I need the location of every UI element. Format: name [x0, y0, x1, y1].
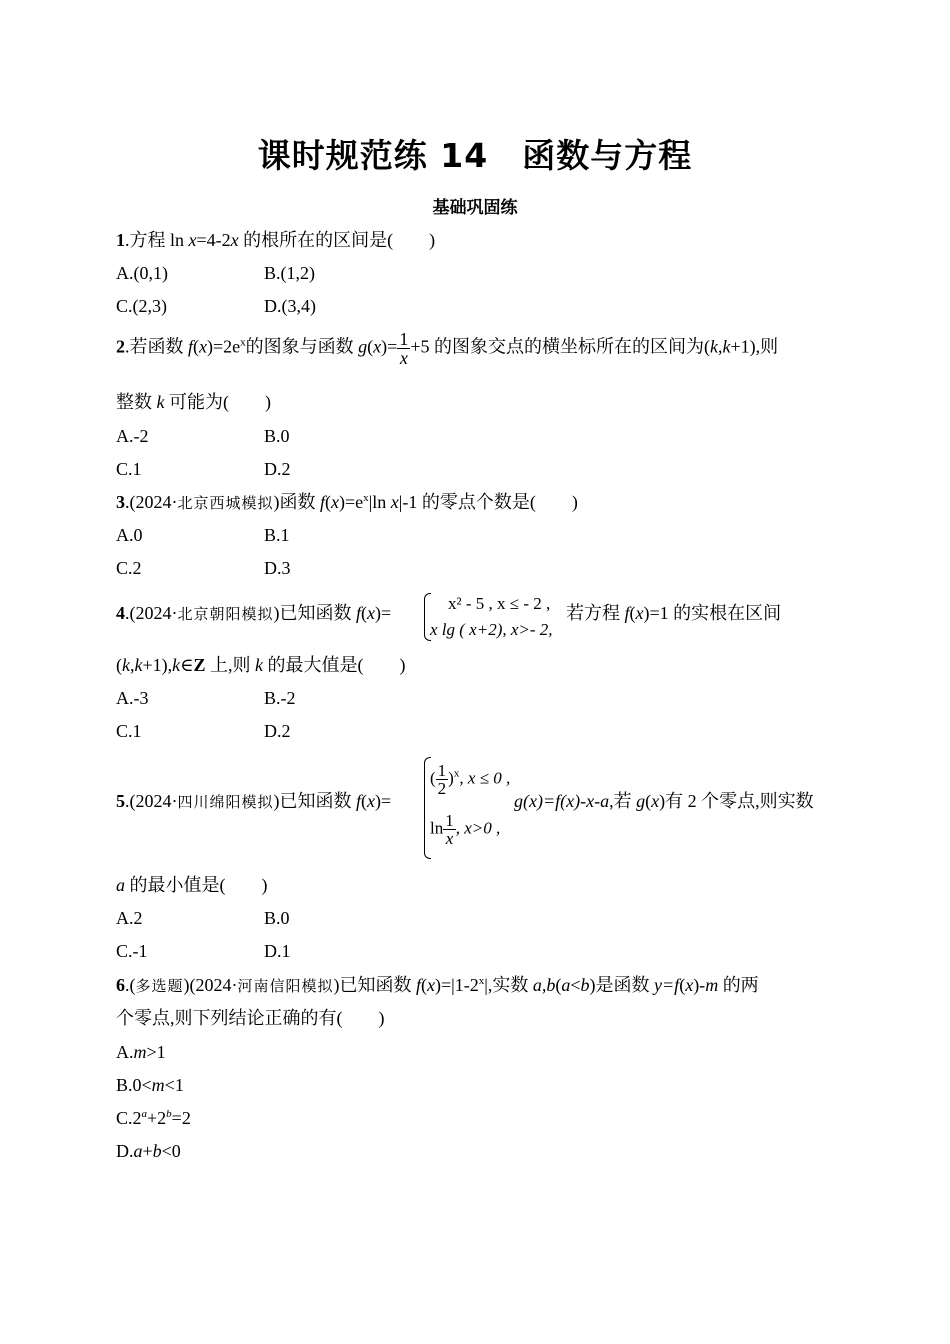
piecewise-case-1 [430, 762, 510, 797]
q-expr: g(x)=f(x)-x-a [514, 791, 610, 811]
paren: ) [448, 768, 454, 788]
option-c: C.-1 [116, 941, 148, 961]
question-4 [116, 603, 391, 625]
q-text: |ln [368, 492, 391, 512]
q-var: f [320, 492, 326, 512]
superscript: x [240, 336, 246, 349]
question-4-line-2 [116, 655, 406, 677]
q-text: ( [679, 975, 686, 995]
q-text: )(2024· [183, 975, 238, 995]
option-b: B.-2 [264, 688, 296, 708]
option-d: D.(3,4) [264, 296, 316, 316]
q-var: k [172, 655, 181, 675]
q-var: f [356, 603, 362, 623]
question-number: 5 [116, 791, 125, 811]
q-var: x [367, 791, 376, 811]
q-var: k [709, 336, 718, 357]
superscript: x [363, 492, 369, 504]
q-text: )- [693, 975, 706, 995]
option-a: A.0 [116, 525, 143, 545]
q-text: )已知函数 [333, 975, 417, 995]
q-text: )=2e [207, 336, 241, 357]
q-text: )已知函数 [273, 791, 357, 811]
q-var: k [255, 655, 263, 675]
question-5 [116, 791, 391, 813]
page-title: 课时规范练 14 函数与方程 [257, 136, 693, 175]
question-number: 4 [116, 603, 125, 623]
q-text: +5 的图象交点的横坐标所在的区间为( [410, 336, 710, 357]
opt-text: =2 [171, 1108, 191, 1128]
q-var: m [705, 975, 719, 995]
fraction [397, 330, 410, 367]
option-b: B.0 [264, 426, 290, 446]
q-text: .(2024· [125, 791, 178, 811]
source-tag: 四川绵阳模拟 [177, 793, 274, 811]
q-text: +1), [142, 655, 173, 675]
q-text: ( [361, 603, 368, 623]
option-a: A.2 [116, 908, 143, 928]
opt-text: B.0< [116, 1075, 152, 1095]
q-text: )=1 的实根在区间 [643, 603, 782, 623]
case-condition: , x>0 , [455, 818, 501, 838]
q-var: x [685, 975, 694, 995]
q-var: b [152, 1141, 162, 1161]
q-text: 的根所在的区间是( ) [238, 230, 436, 250]
q-var: k [156, 392, 165, 412]
opt-text: >1 [146, 1042, 166, 1062]
q-text: )是函数 [589, 975, 655, 995]
opt-text: +2 [147, 1108, 167, 1128]
paren: ( [430, 768, 436, 788]
superscript: a [141, 1108, 148, 1120]
option-b: B.1 [264, 525, 290, 545]
case-condition: , x ≤ 0 , [459, 768, 511, 788]
opt-text: A. [116, 1042, 134, 1062]
q-var: x [367, 603, 376, 623]
question-3 [116, 492, 578, 514]
q-text: < [570, 975, 581, 995]
question-2-line-2 [116, 392, 271, 414]
question-1 [116, 230, 435, 252]
option-c: C.1 [116, 721, 142, 741]
q-text: )=|1-2 [435, 975, 479, 995]
q-text: )函数 [273, 492, 321, 512]
opt-text: <1 [164, 1075, 184, 1095]
q-text: 整数 [116, 392, 157, 412]
q-text: )=e [339, 492, 364, 512]
option-c [116, 1108, 191, 1130]
q-var: y=f [654, 975, 680, 995]
section-heading: 基础巩固练 [432, 198, 518, 218]
q-text: |-1 的零点个数是( ) [398, 492, 578, 512]
q-text: ( [361, 791, 368, 811]
q-text: .( [125, 975, 136, 995]
q-var: a [133, 1141, 143, 1161]
q-text: |,实数 [484, 975, 533, 995]
q-var: x [199, 336, 208, 357]
q-text: )有 2 个零点,则实数 [659, 791, 814, 811]
q-text: ( [193, 336, 200, 357]
q-text: ( [116, 655, 122, 675]
q-text: .(2024· [125, 603, 178, 623]
q-var: x [188, 230, 197, 250]
q-var: x [331, 492, 340, 512]
source-tag: 河南信阳模拟 [237, 977, 334, 995]
q-var: x [427, 975, 436, 995]
q-var: f [188, 336, 194, 357]
q-var: x [230, 230, 239, 250]
numerator: 1 [437, 761, 447, 780]
option-d: D.2 [264, 721, 291, 741]
q-text: ( [325, 492, 332, 512]
q-var: g [636, 791, 646, 811]
q-var: x [373, 336, 382, 357]
q-text: .方程 ln [125, 230, 189, 250]
q-text: ( [645, 791, 652, 811]
q-var: f [416, 975, 422, 995]
q-var: k [122, 655, 130, 675]
option-d: D.3 [264, 558, 291, 578]
opt-text: D. [116, 1141, 134, 1161]
q-text: )= [375, 791, 392, 811]
source-tag: 北京朝阳模拟 [177, 605, 274, 623]
q-text: ( [555, 975, 562, 995]
q-text: )= [375, 603, 392, 623]
superscript: x [478, 975, 485, 987]
q-text: )已知函数 [273, 603, 357, 623]
piecewise-case-1: x² - 5 , x ≤ - 2 , [448, 594, 551, 613]
option-a: A.-2 [116, 426, 149, 446]
superscript: x [453, 767, 460, 780]
q-var: x [635, 603, 644, 623]
piecewise-case-2: x lg ( x+2), x>- 2, [430, 620, 553, 639]
q-text: ∈ [180, 655, 194, 675]
multi-choice-tag: 多选题 [135, 977, 184, 995]
piecewise-case-2 [430, 812, 500, 847]
q-var: f [356, 791, 362, 811]
question-6-line-2: 个零点,则下列结论正确的有( ) [116, 1008, 385, 1028]
question-number: 2 [116, 336, 125, 357]
option-a [116, 1042, 166, 1064]
question-number: 3 [116, 492, 125, 512]
question-number: 1 [116, 230, 125, 250]
q-text: , [130, 655, 135, 675]
denominator: x [399, 348, 408, 368]
q-var: b [580, 975, 590, 995]
option-a: A.(0,1) [116, 263, 168, 283]
q-text: 的两 [718, 975, 759, 995]
q-text: 若方程 [566, 603, 625, 623]
q-text: ( [421, 975, 428, 995]
opt-text: <0 [161, 1141, 181, 1161]
q-text: ( [629, 603, 636, 623]
q-var: x [651, 791, 660, 811]
q-text: )= [381, 336, 398, 357]
question-2 [116, 330, 778, 367]
denominator: 2 [437, 779, 447, 798]
q-text: 上,则 [205, 655, 255, 675]
question-number: 6 [116, 975, 125, 995]
opt-text: C.2 [116, 1108, 142, 1128]
source-tag: 北京西城模拟 [177, 494, 274, 512]
q-text: .若函数 [125, 336, 188, 357]
option-b: B.(1,2) [264, 263, 315, 283]
q-text: , [717, 336, 723, 357]
q-text: =4-2 [196, 230, 231, 250]
q-var: x [390, 492, 399, 512]
denominator: x [445, 829, 454, 848]
q-var: k [722, 336, 731, 357]
q-var: a [561, 975, 571, 995]
q-var: g [358, 336, 368, 357]
option-c: C.1 [116, 459, 142, 479]
ln: ln [430, 818, 444, 838]
question-6 [116, 975, 759, 997]
q-var: m [133, 1042, 147, 1062]
q-var: a,b [532, 975, 556, 995]
integers-set: Z [193, 655, 206, 675]
q-text: 的最小值是( ) [125, 875, 268, 895]
q-text: .(2024· [125, 492, 178, 512]
option-d: D.2 [264, 459, 291, 479]
option-a: A.-3 [116, 688, 149, 708]
option-b [116, 1075, 184, 1097]
option-b: B.0 [264, 908, 290, 928]
q-text: 可能为( ) [164, 392, 271, 412]
option-d [116, 1141, 181, 1163]
question-5-tail [514, 791, 814, 813]
fraction [443, 812, 456, 847]
q-text: ( [367, 336, 374, 357]
q-text: +1),则 [730, 336, 779, 357]
option-d: D.1 [264, 941, 291, 961]
q-var: m [151, 1075, 165, 1095]
superscript: b [166, 1108, 172, 1120]
q-var: k [134, 655, 143, 675]
option-c: C.2 [116, 558, 142, 578]
option-c: C.(2,3) [116, 296, 167, 316]
question-5-line-2 [116, 875, 268, 897]
fraction [436, 762, 449, 797]
question-4-tail [566, 603, 781, 625]
numerator: 1 [445, 811, 454, 830]
opt-text: + [142, 1141, 153, 1161]
q-text: 的图象与函数 [245, 336, 359, 357]
q-var: a [116, 875, 125, 895]
q-text: ,若 [609, 791, 637, 811]
numerator: 1 [399, 329, 409, 349]
q-var: f [624, 603, 630, 623]
q-text: 的最大值是( ) [263, 655, 406, 675]
